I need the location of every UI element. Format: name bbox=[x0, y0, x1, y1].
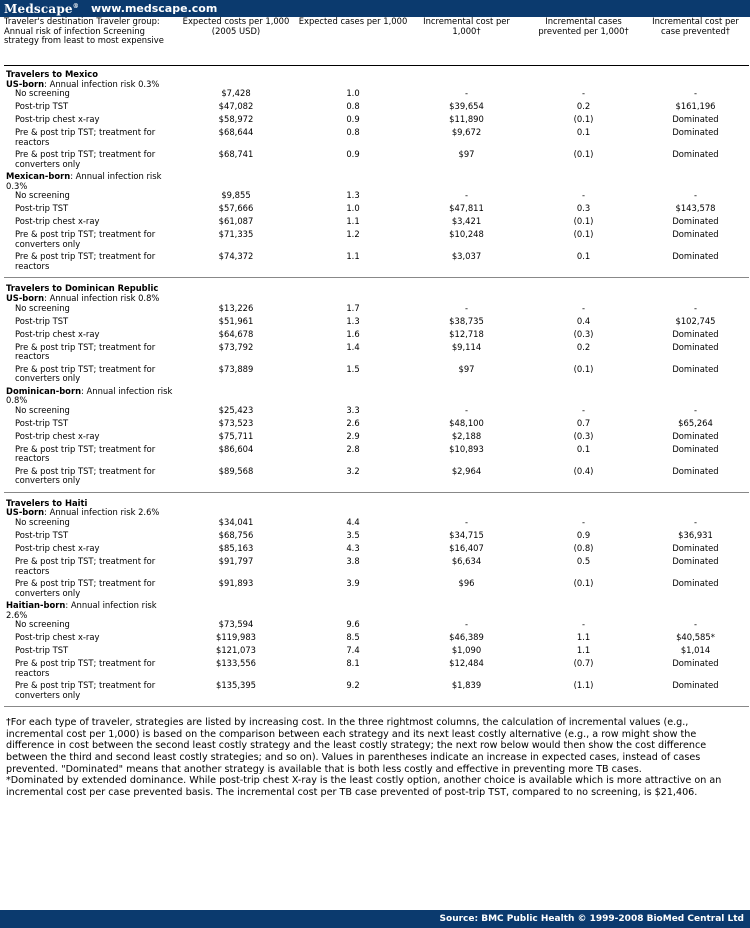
value-cell: 0.8 bbox=[346, 101, 360, 112]
value-cell: 9.6 bbox=[346, 619, 360, 630]
table-row bbox=[4, 681, 749, 703]
value-cell: $10,248 bbox=[449, 229, 484, 240]
table-row bbox=[4, 557, 749, 579]
strategy-cell: Pre & post trip TST; treatment for reactors bbox=[15, 341, 156, 362]
group-name: US-born bbox=[6, 78, 45, 89]
strategy-cell: Post-trip TST bbox=[15, 315, 69, 326]
group-row bbox=[4, 387, 749, 406]
value-cell: - bbox=[581, 302, 586, 313]
strategy-cell: Post-trip TST bbox=[15, 203, 69, 214]
value-cell: $65,264 bbox=[678, 417, 713, 428]
value-cell: - bbox=[693, 619, 698, 630]
section-title: Travelers to Haiti bbox=[6, 497, 88, 508]
column-header: Expected cases per 1,000 bbox=[298, 17, 408, 66]
value-cell: $73,594 bbox=[218, 619, 254, 630]
strategy-cell: Post-trip TST bbox=[15, 417, 69, 428]
value-cell: $135,395 bbox=[216, 680, 256, 691]
value-cell: 0.4 bbox=[576, 315, 591, 326]
value-cell: $73,792 bbox=[218, 341, 254, 352]
value-cell: (0.7) bbox=[573, 658, 594, 669]
value-cell: $9,114 bbox=[451, 341, 482, 352]
value-cell: Dominated bbox=[672, 443, 719, 454]
value-cell: - bbox=[464, 88, 469, 99]
table-row bbox=[4, 204, 749, 217]
value-cell: $13,226 bbox=[218, 302, 254, 313]
value-cell: Dominated bbox=[672, 328, 719, 339]
value-cell: 0.9 bbox=[576, 529, 591, 540]
column-header: Incremental cases prevented per 1,000† bbox=[525, 17, 642, 66]
medscape-header-bar bbox=[0, 0, 750, 17]
value-cell: $96 bbox=[458, 577, 475, 588]
value-cell: - bbox=[581, 190, 586, 201]
strategy-cell: Post-trip chest x-ray bbox=[15, 328, 100, 339]
value-cell: 1.1 bbox=[346, 251, 360, 262]
value-cell: 1.3 bbox=[346, 315, 360, 326]
value-cell: 1.1 bbox=[346, 216, 360, 227]
value-cell: $71,335 bbox=[218, 229, 254, 240]
value-cell: $47,082 bbox=[218, 101, 254, 112]
group-name: US-born bbox=[6, 292, 45, 303]
value-cell: $38,735 bbox=[449, 315, 484, 326]
value-cell: $57,666 bbox=[218, 203, 254, 214]
column-header: Incremental cost per case prevented† bbox=[642, 17, 749, 66]
value-cell: 8.1 bbox=[346, 658, 360, 669]
value-cell: 1.0 bbox=[346, 203, 360, 214]
group-label bbox=[4, 172, 174, 191]
value-cell: $47,811 bbox=[449, 203, 484, 214]
value-cell: (0.1) bbox=[573, 149, 594, 160]
value-cell: 8.5 bbox=[346, 632, 360, 643]
source-credit: Source: BMC Public Health © 1999-2008 BioMed Central Ltd bbox=[439, 914, 744, 924]
value-cell: $89,568 bbox=[218, 465, 254, 476]
value-cell: 0.9 bbox=[346, 114, 360, 125]
value-cell: (0.3) bbox=[573, 328, 594, 339]
value-cell: - bbox=[464, 619, 469, 630]
column-header: Incremental cost per 1,000† bbox=[408, 17, 525, 66]
value-cell: $48,100 bbox=[449, 417, 484, 428]
value-cell: $40,585* bbox=[676, 632, 715, 643]
value-cell: - bbox=[581, 88, 586, 99]
value-cell: 1.2 bbox=[346, 229, 360, 240]
value-cell: $9,855 bbox=[221, 190, 251, 201]
section-title-row bbox=[4, 278, 749, 294]
value-cell: $121,073 bbox=[216, 645, 256, 656]
value-cell: $73,523 bbox=[218, 417, 254, 428]
value-cell: 1.1 bbox=[576, 645, 591, 656]
table-row bbox=[4, 343, 749, 365]
value-cell: 0.1 bbox=[576, 127, 591, 138]
value-cell: - bbox=[693, 516, 698, 527]
value-cell: - bbox=[464, 404, 469, 415]
value-cell: 0.1 bbox=[576, 443, 591, 454]
strategy-cell: No screening bbox=[15, 619, 70, 630]
value-cell: $68,741 bbox=[218, 149, 254, 160]
value-cell: - bbox=[581, 619, 586, 630]
table-row bbox=[4, 432, 749, 445]
value-cell: (0.8) bbox=[573, 542, 594, 553]
table-footnotes bbox=[6, 717, 746, 798]
group-risk: : Annual infection risk 0.3% bbox=[44, 78, 160, 89]
value-cell: $16,407 bbox=[449, 542, 484, 553]
value-cell: (0.3) bbox=[573, 430, 594, 441]
strategy-cell: Pre & post trip TST; treatment for reactors bbox=[15, 127, 156, 147]
value-cell: 1.4 bbox=[346, 341, 360, 352]
value-cell: $3,037 bbox=[451, 251, 482, 262]
strategy-cell: No screening bbox=[15, 516, 70, 527]
strategy-cell: Post-trip chest x-ray bbox=[15, 542, 100, 553]
table-row bbox=[4, 365, 749, 387]
value-cell: $68,756 bbox=[218, 529, 254, 540]
value-cell: $86,604 bbox=[218, 443, 254, 454]
value-cell: 0.9 bbox=[346, 149, 360, 160]
table-row bbox=[4, 330, 749, 343]
value-cell: $58,972 bbox=[218, 114, 254, 125]
value-cell: 2.9 bbox=[346, 430, 360, 441]
strategy-cell: Pre & post trip TST; treatment for reactors bbox=[15, 658, 156, 678]
value-cell: - bbox=[464, 190, 469, 201]
footnote-asterisk: *Dominated by extended dominance. While post-trip chest X-ray is the least costly option, another choice is available which is more attractive on an incremental cost per case prevented basis. The incremental cost per TB case prevented of post-trip TST, compared to no screening, is $21,406. bbox=[6, 775, 722, 798]
group-risk: : Annual infection risk 0.8% bbox=[44, 292, 160, 303]
table-row bbox=[4, 89, 749, 102]
value-cell: - bbox=[693, 190, 698, 201]
value-cell: $85,163 bbox=[218, 542, 254, 553]
value-cell: (0.1) bbox=[573, 114, 594, 125]
table-row bbox=[4, 150, 749, 172]
strategy-cell: Pre & post trip TST; treatment for reactors bbox=[15, 555, 156, 576]
value-cell: 1.6 bbox=[346, 328, 360, 339]
strategy-cell: Pre & post trip TST; treatment for converters only bbox=[15, 577, 156, 598]
value-cell: 3.3 bbox=[346, 404, 360, 415]
source-bar bbox=[0, 910, 750, 928]
value-cell: $34,041 bbox=[218, 516, 254, 527]
value-cell: $143,578 bbox=[675, 203, 716, 214]
value-cell: $91,893 bbox=[218, 577, 254, 588]
value-cell: 1.7 bbox=[346, 302, 360, 313]
table-row bbox=[4, 317, 749, 330]
table-row bbox=[4, 620, 749, 633]
strategy-cell: No screening bbox=[15, 88, 70, 99]
value-cell: 3.8 bbox=[346, 555, 360, 566]
group-name: Haitian-born bbox=[6, 599, 66, 610]
value-cell: 1.3 bbox=[346, 190, 360, 201]
value-cell: Dominated bbox=[672, 216, 719, 227]
value-cell: $9,672 bbox=[451, 127, 482, 138]
value-cell: 0.2 bbox=[576, 101, 591, 112]
group-label bbox=[4, 601, 174, 620]
section-title-row bbox=[4, 492, 749, 508]
column-header: Traveler's destination Traveler group: Annual risk of infection Screening strategy from least to most expensive bbox=[4, 17, 174, 66]
site-url-link[interactable]: www.medscape.com bbox=[90, 2, 218, 15]
value-cell: Dominated bbox=[672, 577, 719, 588]
value-cell: 3.9 bbox=[346, 577, 360, 588]
value-cell: Dominated bbox=[672, 658, 719, 669]
value-cell: 1.1 bbox=[576, 632, 591, 643]
value-cell: $51,961 bbox=[218, 315, 254, 326]
value-cell: 2.8 bbox=[346, 443, 360, 454]
value-cell: $68,644 bbox=[218, 127, 254, 138]
table-row bbox=[4, 406, 749, 419]
table-row bbox=[4, 252, 749, 274]
strategy-cell: Post-trip TST bbox=[15, 101, 69, 112]
table-row bbox=[4, 531, 749, 544]
table-row bbox=[4, 230, 749, 252]
value-cell: $91,797 bbox=[218, 555, 254, 566]
group-risk: : Annual infection risk 2.6% bbox=[6, 599, 157, 620]
value-cell: $119,983 bbox=[216, 632, 256, 643]
table-row bbox=[4, 102, 749, 115]
value-cell: $2,188 bbox=[451, 430, 482, 441]
strategy-cell: Pre & post trip TST; treatment for converters only bbox=[15, 363, 156, 384]
value-cell: - bbox=[464, 302, 469, 313]
strategy-cell: Post-trip chest x-ray bbox=[15, 216, 100, 227]
value-cell: $10,893 bbox=[449, 443, 484, 454]
value-cell: - bbox=[693, 88, 698, 99]
strategy-cell: Pre & post trip TST; treatment for reactors bbox=[15, 251, 156, 271]
strategy-cell: Pre & post trip TST; treatment for converters only bbox=[15, 149, 156, 169]
strategy-cell: Post-trip chest x-ray bbox=[15, 430, 100, 441]
value-cell: $102,745 bbox=[675, 315, 716, 326]
value-cell: $1,090 bbox=[451, 645, 482, 656]
value-cell: $1,014 bbox=[680, 645, 711, 656]
value-cell: 3.5 bbox=[346, 529, 360, 540]
value-cell: $161,196 bbox=[675, 101, 716, 112]
strategy-cell: Post-trip TST bbox=[15, 529, 69, 540]
table-row bbox=[4, 128, 749, 150]
value-cell: Dominated bbox=[672, 680, 719, 691]
value-cell: 7.4 bbox=[346, 645, 360, 656]
value-cell: $7,428 bbox=[221, 88, 251, 99]
value-cell: (0.1) bbox=[573, 216, 594, 227]
group-label bbox=[4, 387, 174, 406]
value-cell: 0.7 bbox=[576, 417, 591, 428]
value-cell: $39,654 bbox=[449, 101, 484, 112]
value-cell: 4.3 bbox=[346, 542, 360, 553]
value-cell: Dominated bbox=[672, 542, 719, 553]
table-row bbox=[4, 659, 749, 681]
group-row bbox=[4, 601, 749, 620]
value-cell: Dominated bbox=[672, 251, 719, 262]
value-cell: Dominated bbox=[672, 341, 719, 352]
table-row bbox=[4, 579, 749, 601]
table-header-row bbox=[4, 17, 749, 66]
value-cell: $64,678 bbox=[218, 328, 254, 339]
value-cell: Dominated bbox=[672, 149, 719, 160]
value-cell: $46,389 bbox=[449, 632, 484, 643]
value-cell: (0.1) bbox=[573, 363, 594, 374]
table-row bbox=[4, 304, 749, 317]
value-cell: (0.4) bbox=[573, 465, 594, 476]
value-cell: (0.1) bbox=[573, 577, 594, 588]
value-cell: Dominated bbox=[672, 114, 719, 125]
value-cell: $97 bbox=[458, 149, 475, 160]
value-cell: - bbox=[693, 404, 698, 415]
strategy-cell: Post-trip chest x-ray bbox=[15, 114, 100, 125]
table-row bbox=[4, 518, 749, 531]
value-cell: $12,484 bbox=[449, 658, 484, 669]
group-row bbox=[4, 172, 749, 191]
strategy-cell: No screening bbox=[15, 190, 70, 201]
value-cell: 1.5 bbox=[346, 363, 360, 374]
section-title-row bbox=[4, 66, 749, 80]
value-cell: $25,423 bbox=[218, 404, 254, 415]
group-row bbox=[4, 508, 749, 518]
table-row bbox=[4, 467, 749, 489]
strategy-cell: Pre & post trip TST; treatment for converters only bbox=[15, 229, 156, 249]
value-cell: 4.4 bbox=[346, 516, 360, 527]
footnote-dagger: †For each type of traveler, strategies are listed by increasing cost. In the three rightmost columns, the calculation of incremental values (e.g., incremental cost per 1,000) is based on the comparison between each strategy and its next least costly alternative (e.g., a row might show the difference in cost between the second least costly strategy and the least costly strategy; the next row below would then show the cost difference between the third and second least costly strategies; and so on). Values in parentheses indicate an increase in expected cases, instead of cases prevented. "Dominated" means that another strategy is available that is both less costly and effective in preventing more TB cases. bbox=[6, 717, 707, 775]
strategy-cell: Post-trip chest x-ray bbox=[15, 632, 100, 643]
value-cell: 1.0 bbox=[346, 88, 360, 99]
table-row bbox=[4, 633, 749, 646]
group-name: US-born bbox=[6, 507, 45, 518]
value-cell: Dominated bbox=[672, 430, 719, 441]
value-cell: $34,715 bbox=[449, 529, 484, 540]
medscape-logo[interactable]: Medscape® bbox=[4, 1, 79, 16]
value-cell: $36,931 bbox=[678, 529, 713, 540]
group-risk: : Annual infection risk 0.8% bbox=[6, 385, 173, 406]
strategy-cell: Pre & post trip TST; treatment for reactors bbox=[15, 443, 156, 464]
value-cell: Dominated bbox=[672, 555, 719, 566]
value-cell: 0.2 bbox=[576, 341, 591, 352]
strategy-cell: Post-trip TST bbox=[15, 645, 69, 656]
value-cell: $1,839 bbox=[451, 680, 482, 691]
group-name: Mexican-born bbox=[6, 171, 71, 182]
group-risk: : Annual infection risk 2.6% bbox=[44, 507, 160, 518]
value-cell: Dominated bbox=[672, 465, 719, 476]
table-row bbox=[4, 445, 749, 467]
value-cell: 0.8 bbox=[346, 127, 360, 138]
section-title: Travelers to Mexico bbox=[6, 69, 98, 79]
table-row bbox=[4, 544, 749, 557]
group-risk: : Annual infection risk 0.3% bbox=[6, 171, 162, 191]
value-cell: $133,556 bbox=[216, 658, 256, 669]
table-row bbox=[4, 191, 749, 204]
value-cell: - bbox=[581, 516, 586, 527]
group-row bbox=[4, 294, 749, 304]
strategy-cell: Pre & post trip TST; treatment for converters only bbox=[15, 680, 156, 700]
value-cell: Dominated bbox=[672, 229, 719, 240]
value-cell: $74,372 bbox=[218, 251, 254, 262]
value-cell: $73,889 bbox=[218, 363, 254, 374]
value-cell: - bbox=[581, 404, 586, 415]
value-cell: 3.2 bbox=[346, 465, 360, 476]
value-cell: (1.1) bbox=[573, 680, 594, 691]
value-cell: $11,890 bbox=[449, 114, 484, 125]
value-cell: $2,964 bbox=[451, 465, 482, 476]
value-cell: $97 bbox=[458, 363, 475, 374]
value-cell: Dominated bbox=[672, 127, 719, 138]
group-name: Dominican-born bbox=[6, 385, 82, 396]
value-cell: (0.1) bbox=[573, 229, 594, 240]
value-cell: 2.6 bbox=[346, 417, 360, 428]
value-cell: - bbox=[464, 516, 469, 527]
cost-effectiveness-table bbox=[4, 17, 749, 707]
value-cell: $12,718 bbox=[449, 328, 484, 339]
group-row bbox=[4, 80, 749, 90]
table-row bbox=[4, 419, 749, 432]
value-cell: Dominated bbox=[672, 363, 719, 374]
strategy-cell: Pre & post trip TST; treatment for converters only bbox=[15, 465, 156, 486]
strategy-cell: No screening bbox=[15, 404, 70, 415]
value-cell: 0.1 bbox=[576, 251, 591, 262]
column-header: Expected costs per 1,000 (2005 USD) bbox=[174, 17, 298, 66]
value-cell: 9.2 bbox=[346, 680, 360, 691]
value-cell: $61,087 bbox=[218, 216, 254, 227]
value-cell: $75,711 bbox=[218, 430, 254, 441]
value-cell: $6,634 bbox=[451, 555, 482, 566]
section-title: Travelers to Dominican Republic bbox=[6, 283, 159, 294]
value-cell: 0.3 bbox=[576, 203, 591, 214]
value-cell: 0.5 bbox=[576, 555, 591, 566]
value-cell: $3,421 bbox=[451, 216, 482, 227]
strategy-cell: No screening bbox=[15, 302, 70, 313]
section-divider bbox=[4, 703, 749, 707]
value-cell: - bbox=[693, 302, 698, 313]
